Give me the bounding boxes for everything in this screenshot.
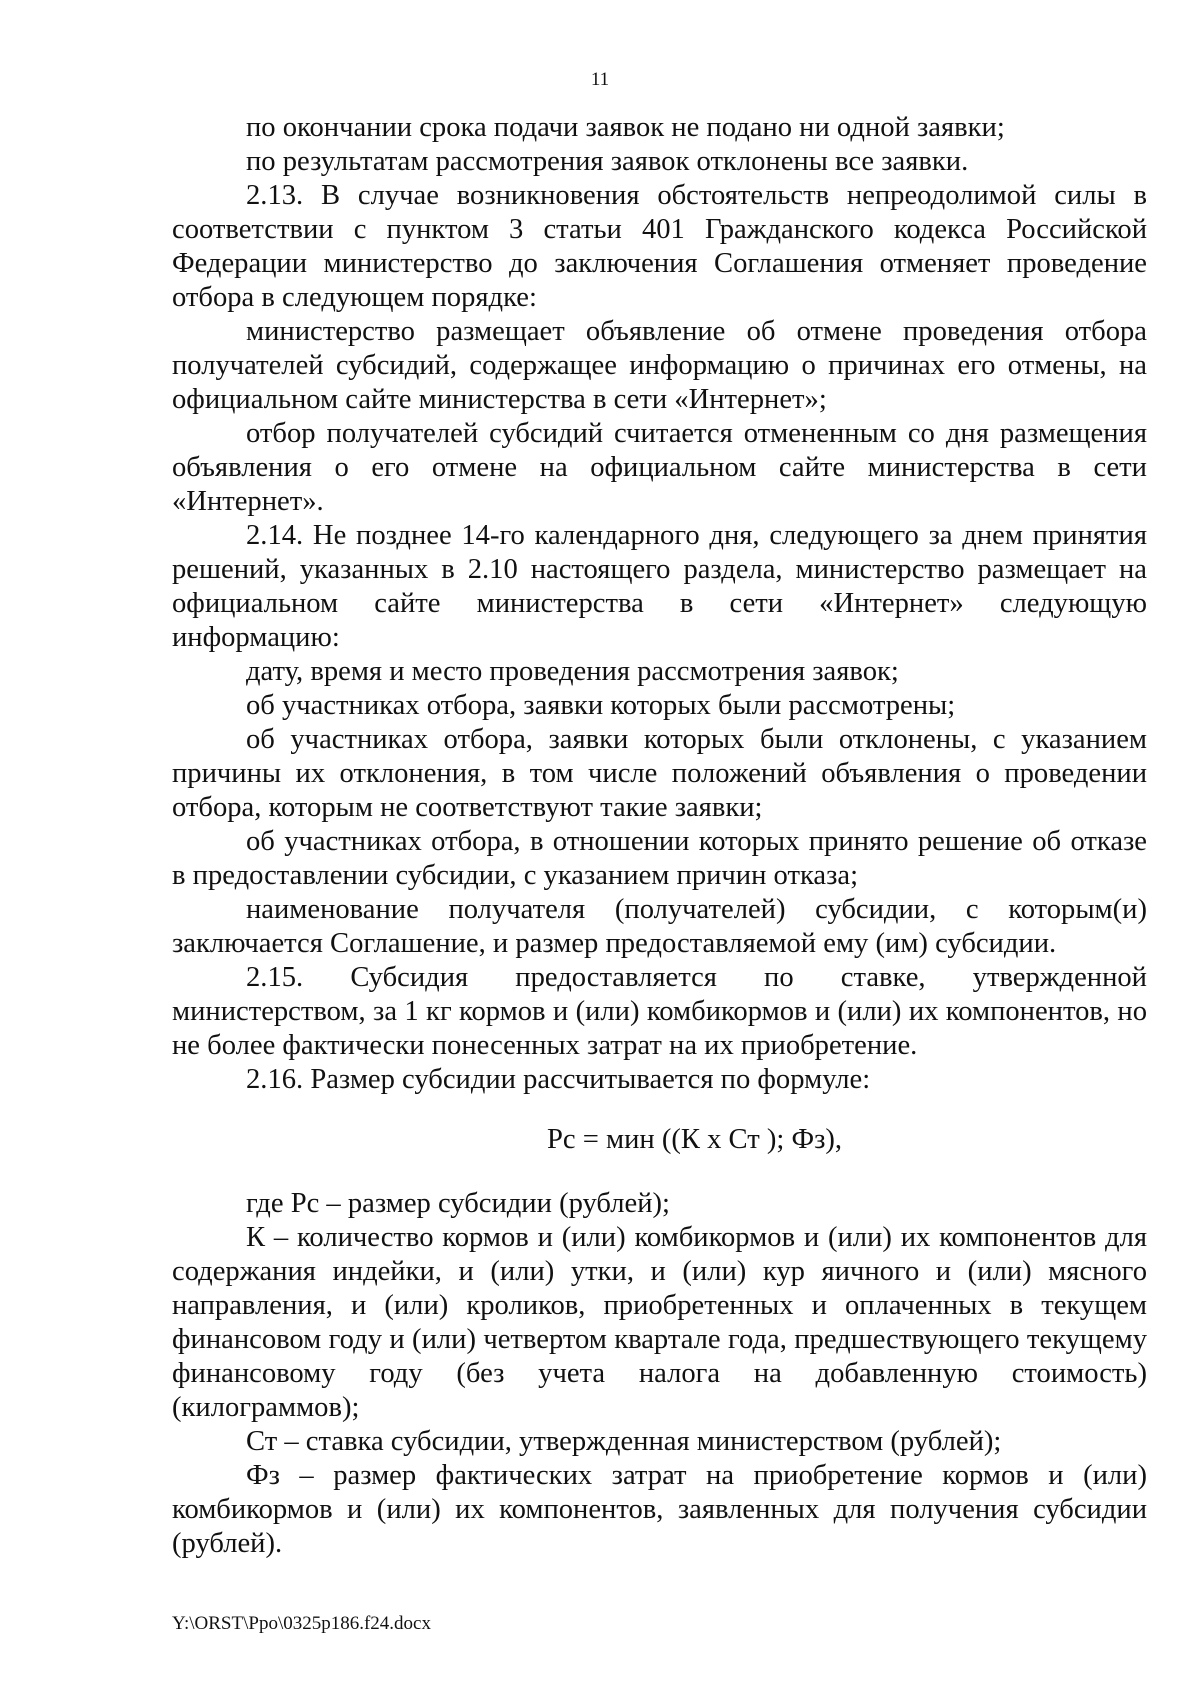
paragraph-k-definition: К – количество кормов и (или) комбикормов и (или) их компонентов для содержания индейки, и (или) утки, и (или) кур яичного и (или) мясного направления, и (или) кроликов, приобретенных и оплаченных в текущем финансовом году и (или) четвертом квартале года, предшествующего текущему финансовому году (без учета налога на добавленную стоимость) (килограммов); [172, 1222, 1147, 1423]
paragraph-2-13: 2.13. В случае возникновения обстоятельств непреодолимой силы в соответствии с пунктом 3 статьи 401 Гражданского кодекса Российской Федерации министерство до заключения Соглашения отменяет проведение отбора в следующем порядке: [172, 180, 1147, 313]
paragraph-recipient-name: наименование получателя (получателей) субсидии, с которым(и) заключается Соглашение, и размер предоставляемой ему (им) субсидии. [172, 894, 1147, 959]
paragraph-where-rs: где Рс – размер субсидии (рублей); [246, 1188, 670, 1219]
paragraph-2-14: 2.14. Не позднее 14-го календарного дня, следующего за днем принятия решений, указанных в 2.10 настоящего раздела, министерство размещает на официальном сайте министерства в сети «Интернет» следующую информацию: [172, 520, 1147, 653]
paragraph-cancellation-notice: министерство размещает объявление об отмене проведения отбора получателей субсидий, содержащее информацию о причинах его отмены, на официальном сайте министерства в сети «Интернет»; [172, 316, 1147, 415]
paragraph-no-applications: по окончании срока подачи заявок не подано ни одной заявки; [246, 112, 1005, 143]
page-number: 11 [590, 69, 610, 90]
paragraph-selection-cancelled: отбор получателей субсидий считается отмененным со дня размещения объявления о его отмене на официальном сайте министерства в сети «Интернет». [172, 418, 1147, 517]
footer-file-path: Y:\ORST\Ppo\0325p186.f24.docx [172, 1613, 431, 1634]
paragraph-reviewed-participants: об участниках отбора, заявки которых были рассмотрены; [246, 690, 956, 721]
paragraph-2-16: 2.16. Размер субсидии рассчитывается по формуле: [246, 1064, 871, 1095]
subsidy-formula: Рс = мин ((К х Ст ); Фз), [546, 1124, 843, 1155]
paragraph-st-definition: Ст – ставка субсидии, утвержденная министерством (рублей); [246, 1426, 1002, 1457]
document-body [172, 111, 1147, 1561]
paragraph-rejected-participants: об участниках отбора, заявки которых были отклонены, с указанием причины их отклонения, в том числе положений объявления о проведении отбора, которым не соответствуют такие заявки; [172, 724, 1147, 823]
paragraph-fz-definition: Фз – размер фактических затрат на приобретение кормов и (или) комбикормов и (или) их компонентов, заявленных для получения субсидии (рублей). [172, 1460, 1147, 1559]
paragraph-refused-participants: об участниках отбора, в отношении которых принято решение об отказе в предоставлении субсидии, с указанием причин отказа; [172, 826, 1147, 891]
paragraph-all-rejected: по результатам рассмотрения заявок отклонены все заявки. [246, 146, 969, 177]
paragraph-review-date: дату, время и место проведения рассмотрения заявок; [246, 656, 899, 687]
paragraph-2-15: 2.15. Субсидия предоставляется по ставке, утвержденной министерством, за 1 кг кормов и (или) комбикормов и (или) их компонентов, но не более фактически понесенных затрат на их приобретение. [172, 962, 1147, 1061]
